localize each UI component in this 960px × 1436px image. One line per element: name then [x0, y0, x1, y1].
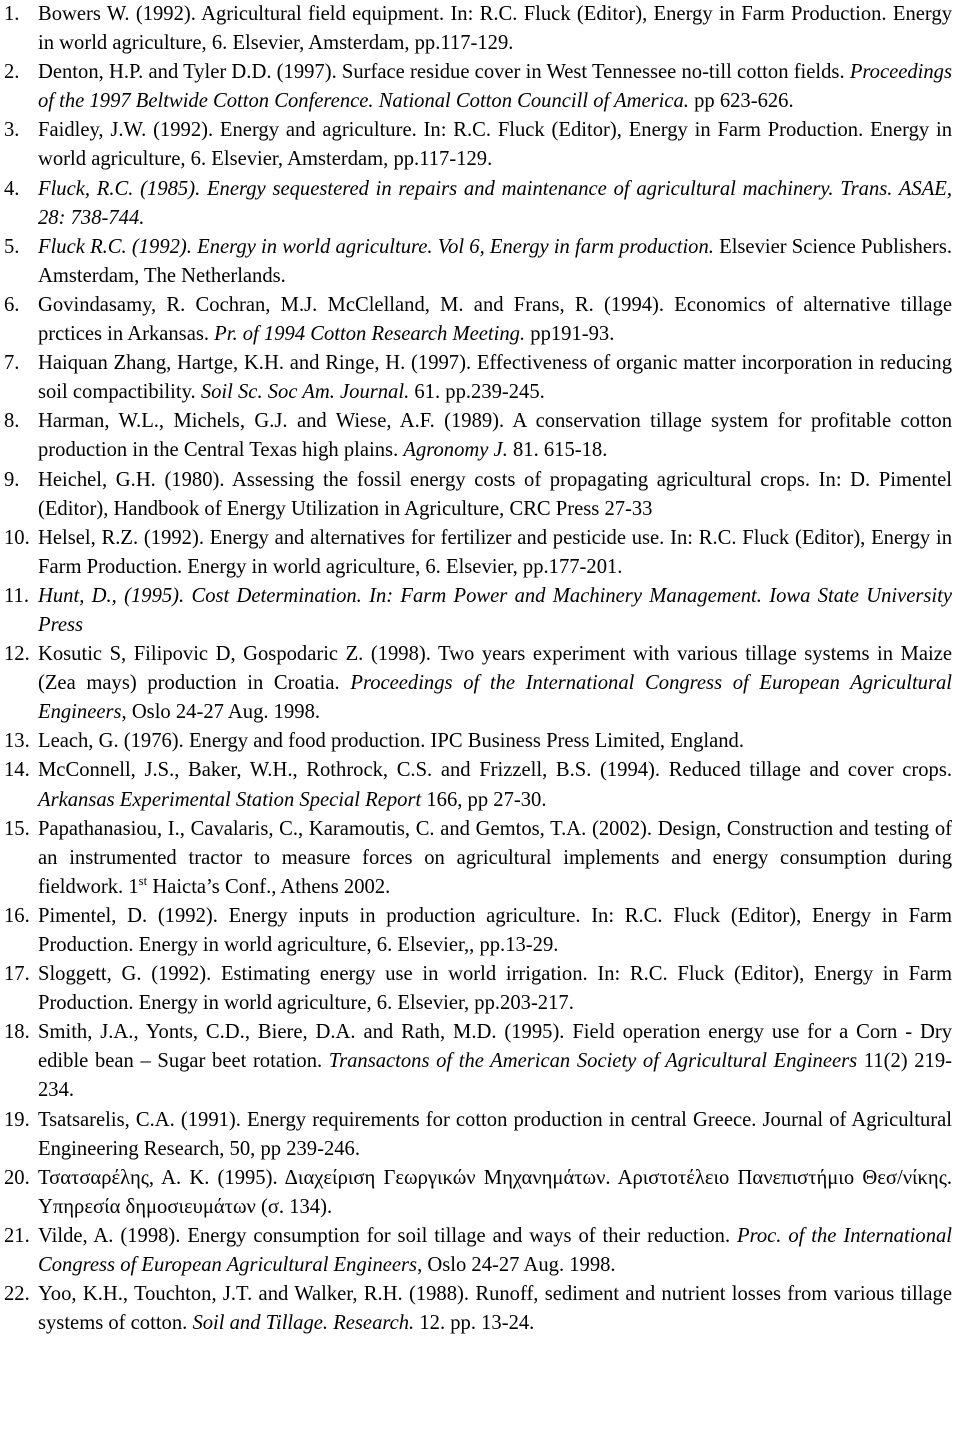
reference-item — [0, 58, 960, 116]
reference-text-segment: Smith, J.A., Yonts, C.D., Biere, D.A. and Rath, M.D. (1995). Field operation energy use for a Corn - Dry edible bean – Sugar beet rotation. — [38, 1021, 952, 1073]
reference-text-segment: Heichel, G.H. (1980). Assessing the fossil energy costs of propagating agricultural crops. In: D. Pimentel (Editor), Handbook of Energy Utilization in Agriculture, CRC Press 27-33 — [38, 468, 952, 520]
reference-text-segment: 11(2) 219-234. — [38, 1050, 952, 1102]
reference-text — [38, 1167, 952, 1218]
reference-text — [38, 469, 952, 520]
reference-item — [0, 291, 960, 349]
reference-item — [0, 902, 960, 960]
reference-text — [38, 178, 952, 229]
italic-text: Soil and Tillage. Research. — [192, 1312, 415, 1335]
reference-text — [38, 1021, 952, 1101]
reference-number: 20. — [4, 1166, 30, 1189]
reference-number: 18. — [4, 1021, 30, 1044]
reference-item — [0, 524, 960, 582]
italic-text: Fluck R.C. (1992). Energy in world agriculture. Vol 6, Energy in farm production. — [38, 235, 714, 258]
reference-number: 14. — [4, 759, 30, 782]
reference-item — [0, 1018, 960, 1105]
italic-text: Transactons of the American Society of Agricultural Engineers — [328, 1050, 858, 1073]
superscript-text: st — [138, 873, 148, 888]
reference-number: 12. — [4, 643, 30, 666]
reference-number: 11. — [4, 584, 29, 607]
reference-text — [38, 963, 952, 1014]
reference-text — [38, 1283, 952, 1334]
reference-number: 17. — [4, 963, 30, 986]
reference-text-segment: McConnell, J.S., Baker, W.H., Rothrock, C.S. and Frizzell, B.S. (1994). Reduced tillage and cover crops. — [38, 759, 952, 782]
reference-item — [0, 1106, 960, 1164]
reference-number: 4. — [4, 177, 20, 200]
reference-item — [0, 582, 960, 640]
reference-text-segment: Harman, W.L., Michels, G.J. and Wiese, A.F. (1989). A conservation tillage system for profitable cotton production in the Central Texas high plains. — [38, 410, 952, 462]
reference-text-segment: 12. pp. 13-24. — [414, 1312, 535, 1335]
reference-text — [38, 410, 952, 461]
italic-text: Proc. of the International Congress of European Agricultural Engineers — [38, 1224, 953, 1277]
italic-text: Proceedings of the International Congress of European Agricultural Engineers — [38, 672, 952, 724]
reference-text-segment: Kosutic S, Filipovic D, Gospodaric Z. (1998). Two years experiment with various tillage systems in Maize (Zea mays) production in Croatia. — [38, 643, 952, 695]
reference-text — [38, 643, 952, 723]
reference-text-segment: Helsel, R.Z. (1992). Energy and alternatives for fertilizer and pesticide use. In: R.C. Fluck (Editor), Energy in Farm Production. Energy in world agriculture, 6. Elsevier, pp.177-201. — [38, 526, 952, 578]
reference-text-segment: Govindasamy, R. Cochran, M.J. McClelland, M. and Frans, R. (1994). Economics of alternative tillage prctices in Arkansas. — [38, 293, 952, 346]
reference-item — [0, 756, 960, 814]
reference-number: 2. — [4, 61, 20, 84]
reference-text — [38, 352, 952, 403]
reference-text — [38, 1109, 952, 1160]
reference-text-segment: Pimentel, D. (1992). Energy inputs in production agriculture. In: R.C. Fluck (Editor), Energy in Farm Production. Energy in world agriculture, 6. Elsevier,, pp.13-29. — [38, 904, 952, 956]
reference-item — [0, 640, 960, 727]
reference-text-segment: , Oslo 24-27 Aug. 1998. — [121, 701, 321, 724]
reference-item — [0, 727, 960, 756]
reference-text — [38, 3, 952, 54]
reference-number: 21. — [4, 1224, 30, 1247]
reference-text-segment: Vilde, A. (1998). Energy consumption for soil tillage and ways of their reduction. — [38, 1224, 738, 1247]
italic-text: Agronomy J. — [403, 439, 508, 462]
reference-number: 16. — [4, 904, 30, 927]
reference-text-segment: Leach, G. (1976). Energy and food production. IPC Business Press Limited, England. — [38, 730, 744, 753]
reference-text — [38, 294, 952, 345]
reference-text-segment: Haiquan Zhang, Hartge, K.H. and Ringe, H. (1997). Effectiveness of organic matter incorporation in reducing soil compactibility. — [38, 352, 952, 404]
reference-number: 8. — [4, 410, 20, 433]
reference-text-segment: Papathanasiou, I., Cavalaris, C., Karamoutis, C. and Gemtos, T.A. (2002). Design, Construction and testing of an instrumented tractor to measure forces on agricultural implements and energy consumption during fieldwork. 1 — [38, 817, 952, 898]
reference-item — [0, 815, 960, 902]
reference-text-segment: Sloggett, G. (1992). Estimating energy use in world irrigation. In: R.C. Fluck (Editor), Energy in Farm Production. Energy in world agriculture, 6. Elsevier, pp.203-217. — [38, 963, 952, 1015]
reference-text-segment: Haicta’s Conf., Athens 2002. — [147, 875, 391, 898]
reference-text — [38, 759, 952, 810]
reference-item — [0, 233, 960, 291]
italic-text: Soil Sc. Soc Am. Journal. — [200, 381, 410, 404]
reference-number: 3. — [4, 119, 20, 142]
reference-text — [38, 61, 952, 112]
reference-item — [0, 407, 960, 465]
reference-text-segment: pp191-93. — [525, 323, 615, 346]
reference-number: 5. — [4, 235, 20, 258]
italic-text: Fluck, R.C. (1985). Energy sequestered in repairs and maintenance of agricultural machinery. Trans. ASAE, 28: 738-744. — [38, 177, 952, 229]
reference-item — [0, 1222, 960, 1280]
reference-text-segment: 81. 615-18. — [507, 439, 608, 462]
reference-item — [0, 1280, 960, 1338]
reference-number: 10. — [4, 526, 30, 549]
reference-text-segment: 61. pp.239-245. — [409, 381, 545, 404]
reference-text-segment: Bowers W. (1992). Agricultural field equipment. In: R.C. Fluck (Editor), Energy in Farm Production. Energy in world agriculture, 6. Elsevier, Amsterdam, pp.117-129. — [38, 3, 952, 55]
reference-text-segment: Yoo, K.H., Touchton, J.T. and Walker, R.H. (1988). Runoff, sediment and nutrient losses from various tillage systems of cotton. — [38, 1283, 952, 1335]
reference-text-segment: Tsatsarelis, C.A. (1991). Energy requirements for cotton production in central Greece. Journal of Agricultural Engineering Research, 50, pp 239-246. — [38, 1108, 952, 1160]
reference-text-segment: pp 623-626. — [688, 90, 794, 113]
reference-text-segment: , Oslo 24-27 Aug. 1998. — [417, 1254, 616, 1277]
italic-text: Pr. of 1994 Cotton Research Meeting. — [214, 323, 526, 346]
reference-text-segment: Elsevier Science Publishers. Amsterdam, The Netherlands. — [38, 235, 952, 287]
reference-item — [0, 349, 960, 407]
reference-text — [38, 730, 744, 752]
reference-text — [38, 818, 952, 898]
reference-text — [38, 905, 952, 956]
reference-number: 19. — [4, 1108, 30, 1131]
reference-item — [0, 175, 960, 233]
italic-text: Proceedings of the 1997 Beltwide Cotton Conference. National Cotton Councill of America. — [38, 61, 952, 113]
reference-text — [38, 527, 952, 578]
reference-text-segment: Τσατσαρέλης, Α. Κ. (1995). Διαχείριση Γεωργικών Μηχανημάτων. Αριστοτέλειο Πανεπιστήμιο Θεσ/νίκης. Υπηρεσία δημοσιευμάτων (σ. 134). — [38, 1166, 952, 1218]
reference-text-segment: Denton, H.P. and Tyler D.D. (1997). Surface residue cover in West Tennessee no-till cotton fields. — [38, 61, 850, 84]
reference-number: 13. — [4, 730, 30, 753]
reference-number: 7. — [4, 352, 20, 375]
reference-number: 6. — [4, 293, 20, 316]
reference-number: 22. — [4, 1283, 30, 1306]
reference-text — [38, 585, 952, 636]
reference-number: 15. — [4, 817, 30, 840]
italic-text: Hunt, D., (1995). Cost Determination. In: Farm Power and Machinery Management. Iowa State University Press — [38, 584, 952, 636]
reference-item — [0, 1164, 960, 1222]
reference-text — [38, 236, 952, 287]
reference-item — [0, 466, 960, 524]
reference-item — [0, 116, 960, 174]
reference-text — [38, 1225, 952, 1276]
reference-number: 9. — [4, 468, 20, 491]
reference-text-segment: Faidley, J.W. (1992). Energy and agriculture. In: R.C. Fluck (Editor), Energy in Farm Production. Energy in world agriculture, 6. Elsevier, Amsterdam, pp.117-129. — [38, 119, 952, 171]
italic-text: Arkansas Experimental Station Special Report — [38, 788, 422, 811]
reference-number: 1. — [4, 3, 20, 25]
reference-item — [0, 960, 960, 1018]
reference-text — [38, 119, 952, 170]
reference-text-segment: 166, pp 27-30. — [421, 788, 547, 811]
reference-item — [0, 0, 960, 58]
